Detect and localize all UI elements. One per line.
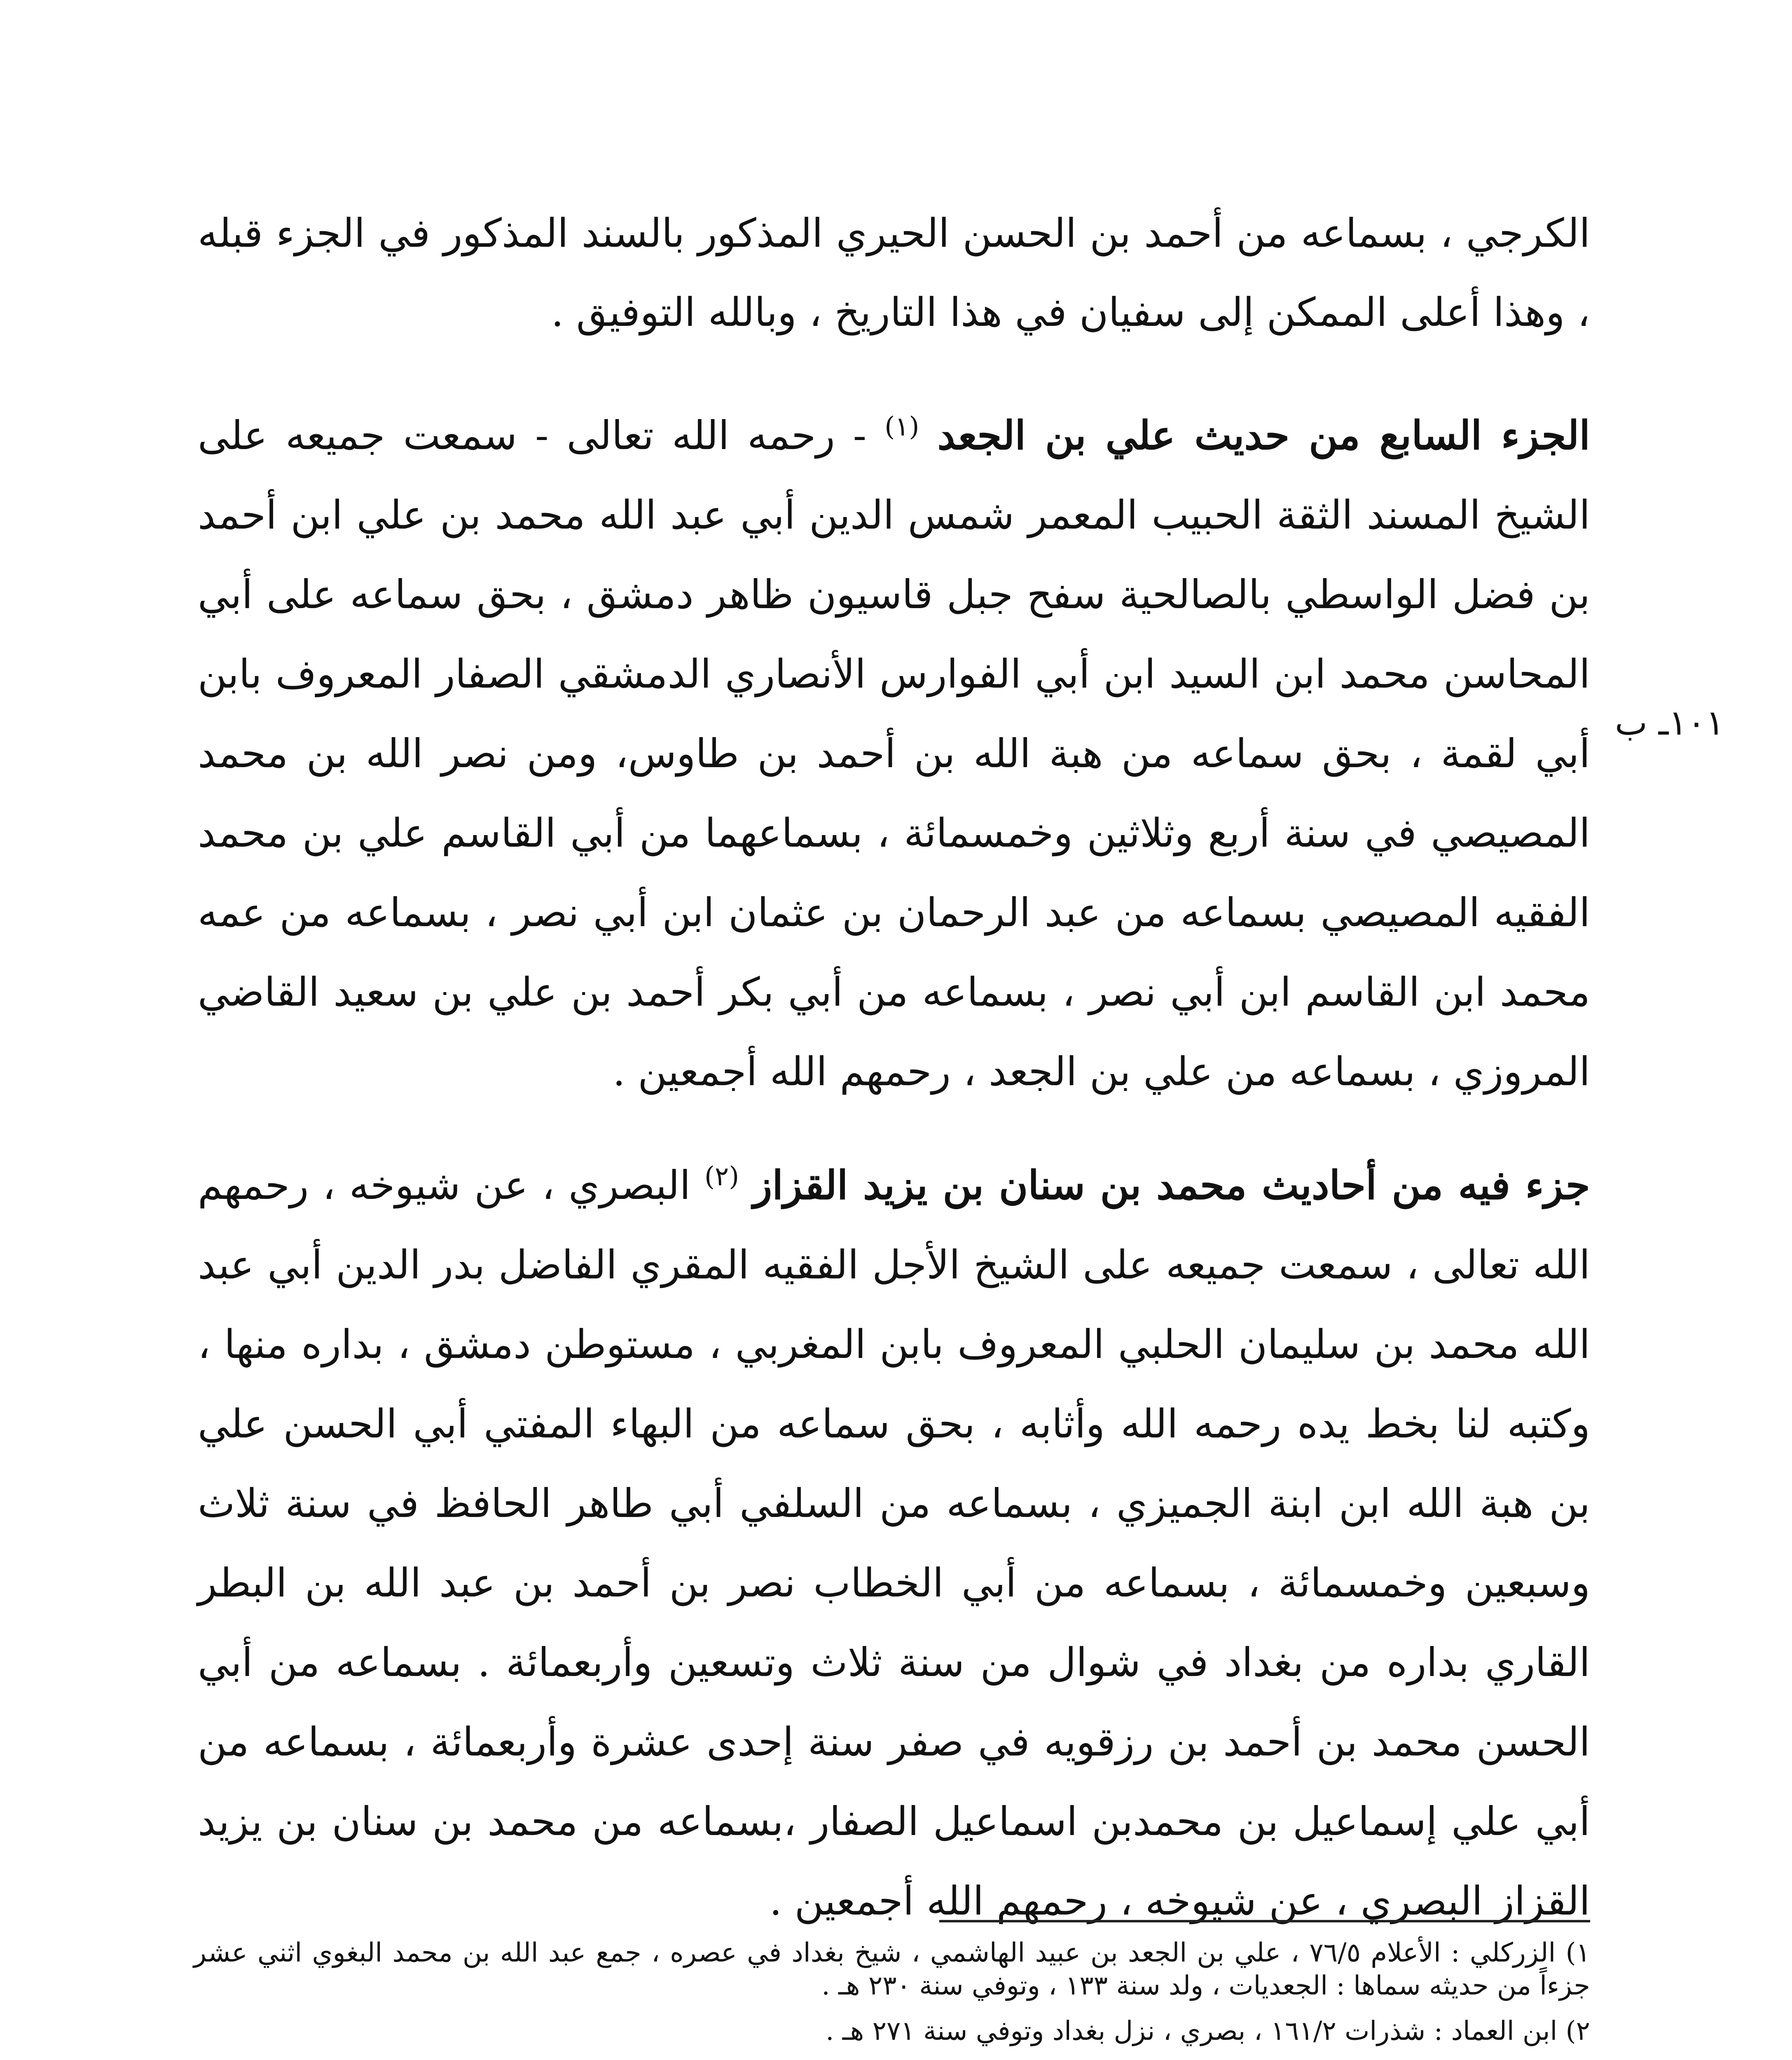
margin-folio-note: ١٠١ـ ب xyxy=(1615,702,1724,743)
entry-ali-ibn-al-jaad xyxy=(198,396,1590,1112)
footnotes xyxy=(194,1936,1590,2060)
entry2-title-rest: بن يزيد القزاز xyxy=(753,1162,999,1208)
entry2-title: جزء فيه من أحاديث محمد بن سنان xyxy=(999,1162,1591,1208)
entry2-footnote-ref: (٢) xyxy=(704,1161,739,1192)
entry2-body: البصري ، عن شيوخه ، رحمهم الله تعالى ، سمعت جميعه على الشيخ الأجل الفقيه المقري الفاضل بدر الدين أبي عبد الله محمد بن سليمان الحلبي المعروف بابن المغربي ، مستوطن دمشق ، بداره منها ، وكتبه لنا بخط يده رحمه الله وأثابه ، بحق سماعه من البهاء المفتي أبي الحسن علي بن هبة الله ابن ابنة الجميزي ، بسماعه من السلفي أبي طاهر الحافظ في سنة ثلاث وسبعين وخمسمائة ، بسماعه من أبي الخطاب نصر بن أحمد بن عبد الله بن البطر القاري بداره من بغداد في شوال من سنة ثلاث وتسعين وأربعمائة . بسماعه من أبي الحسن محمد بن أحمد بن رزقويه في صفر سنة إحدى عشرة وأربعمائة ، بسماعه من أبي علي إسماعيل بن محمدبن اسماعيل الصفار ،بسماعه من محمد بن سنان بن يزيد القزاز البصري ، عن شيوخه ، رحمهم الله أجمعين . xyxy=(198,1162,1591,1924)
footnote-1: ١) الزركلي : الأعلام ٧٦/٥ ، علي بن الجعد بن عبيد الهاشمي ، شيخ بغداد في عصره ، جمع عبد الله بن محمد البغوي اثني عشر جزءاً من حديثه سماها : الجعديات ، ولد سنة ١٣٣ ، وتوفي سنة ٢٣٠ هـ . xyxy=(194,1938,1591,2001)
footnote-divider xyxy=(939,1920,1590,1922)
intro-paragraph xyxy=(198,194,1590,352)
footnote-2: ٢) ابن العماد : شذرات ١٦١/٢ ، بصري ، نزل بغداد وتوفي سنة ٢٧١ هـ . xyxy=(826,2016,1590,2046)
entry-muhammad-ibn-sinan xyxy=(198,1145,1590,1941)
entry1-body: - رحمه الله تعالى - سمعت جميعه على الشيخ المسند الثقة الحبيب المعمر شمس الدين أبي عبد الله محمد بن علي ابن أحمد بن فضل الواسطي بالصالحية سفح جبل قاسيون ظاهر دمشق ، بحق سماعه على أبي المحاسن محمد ابن السيد ابن أبي الفوارس الأنصاري الدمشقي الصفار المعروف بابن أبي لقمة ، بحق سماعه من هبة الله بن أحمد بن طاوس، ومن نصر الله بن محمد المصيصي في سنة أربع وثلاثين وخمسمائة ، بسماعهما من أبي القاسم علي بن محمد الفقيه المصيصي بسماعه من عبد الرحمان بن عثمان ابن أبي نصر ، بسماعه من عمه محمد ابن القاسم ابن أبي نصر ، بسماعه من أبي بكر أحمد بن علي بن سعيد القاضي المروزي ، بسماعه من علي بن الجعد ، رحمهم الله أجمعين . xyxy=(198,412,1591,1095)
entry1-title: الجزء السابع من حديث علي بن الجعد xyxy=(937,412,1591,459)
intro-text: الكرجي ، بسماعه من أحمد بن الحسن الحيري المذكور بالسند المذكور في الجزء قبله ، وهذا أعلى الممكن إلى سفيان في هذا التاريخ ، وبالله التوفيق . xyxy=(198,210,1590,335)
entry1-footnote-ref: (١) xyxy=(884,412,919,442)
